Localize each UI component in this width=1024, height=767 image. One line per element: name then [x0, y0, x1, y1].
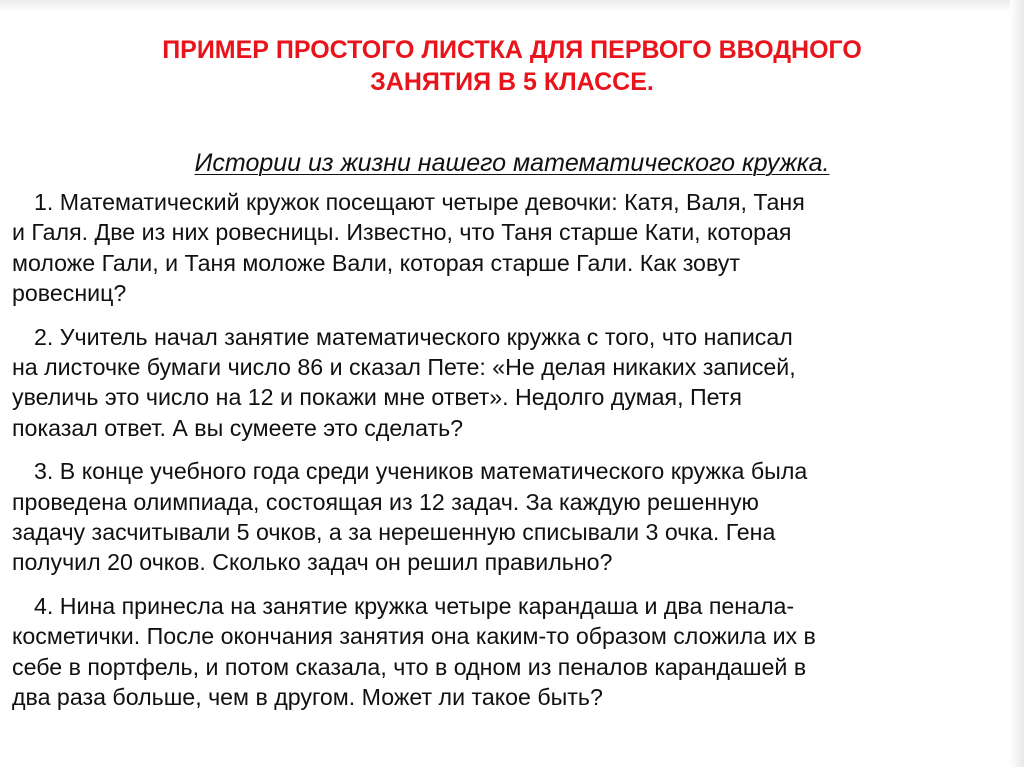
- problem-line: косметички. После окончания занятия она каким-то образом сложила их в: [12, 623, 816, 650]
- slide-subtitle: Истории из жизни нашего математического кружка.: [194, 149, 830, 177]
- problem-1: [12, 187, 992, 309]
- top-shadow-band: [0, 0, 1024, 12]
- slide-title: [40, 34, 984, 98]
- right-shadow-edge: [1010, 0, 1024, 767]
- problem-line: и Галя. Две из них ровесницы. Известно, что Таня старше Кати, которая: [12, 219, 792, 246]
- problem-line: задачу засчитывали 5 очков, а за нерешенную списывали 3 очка. Гена: [12, 519, 776, 546]
- problem-line: 3. В конце учебного года среди учеников математического кружка была: [34, 458, 808, 485]
- problem-line: 2. Учитель начал занятие математического кружка с того, что написал: [34, 323, 793, 350]
- problem-line: 4. Нина принесла на занятие кружка четыре карандаша и два пенала-: [34, 592, 795, 619]
- slide-title-line: ПРИМЕР ПРОСТОГО ЛИСТКА ДЛЯ ПЕРВОГО ВВОДНОГО: [162, 36, 862, 64]
- problem-4: [12, 591, 992, 713]
- problem-line: 1. Математический кружок посещают четыре девочки: Катя, Валя, Таня: [34, 189, 805, 215]
- problem-list: [12, 187, 992, 726]
- problem-line: моложе Гали, и Таня моложе Вали, которая старше Гали. Как зовут: [12, 249, 740, 276]
- problem-line: увеличь это число на 12 и покажи мне ответ». Недолго думая, Петя: [12, 384, 742, 411]
- problem-line: показал ответ. А вы сумеете это сделать?: [12, 414, 464, 441]
- problem-line: получил 20 очков. Сколько задач он решил правильно?: [12, 549, 613, 576]
- problem-line: два раза больше, чем в другом. Может ли такое быть?: [12, 684, 603, 711]
- problem-line: на листочке бумаги число 86 и сказал Пете: «Не делая никаких записей,: [12, 354, 796, 381]
- slide-title-line: ЗАНЯТИЯ В 5 КЛАССЕ.: [370, 68, 654, 96]
- problem-line: ровесниц?: [12, 280, 127, 307]
- problem-line: себе в портфель, и потом сказала, что в одном из пеналов карандашей в: [12, 653, 807, 680]
- problem-2: [12, 322, 992, 444]
- problem-3: [12, 456, 992, 578]
- problem-line: проведена олимпиада, состоящая из 12 задач. За каждую решенную: [12, 488, 759, 515]
